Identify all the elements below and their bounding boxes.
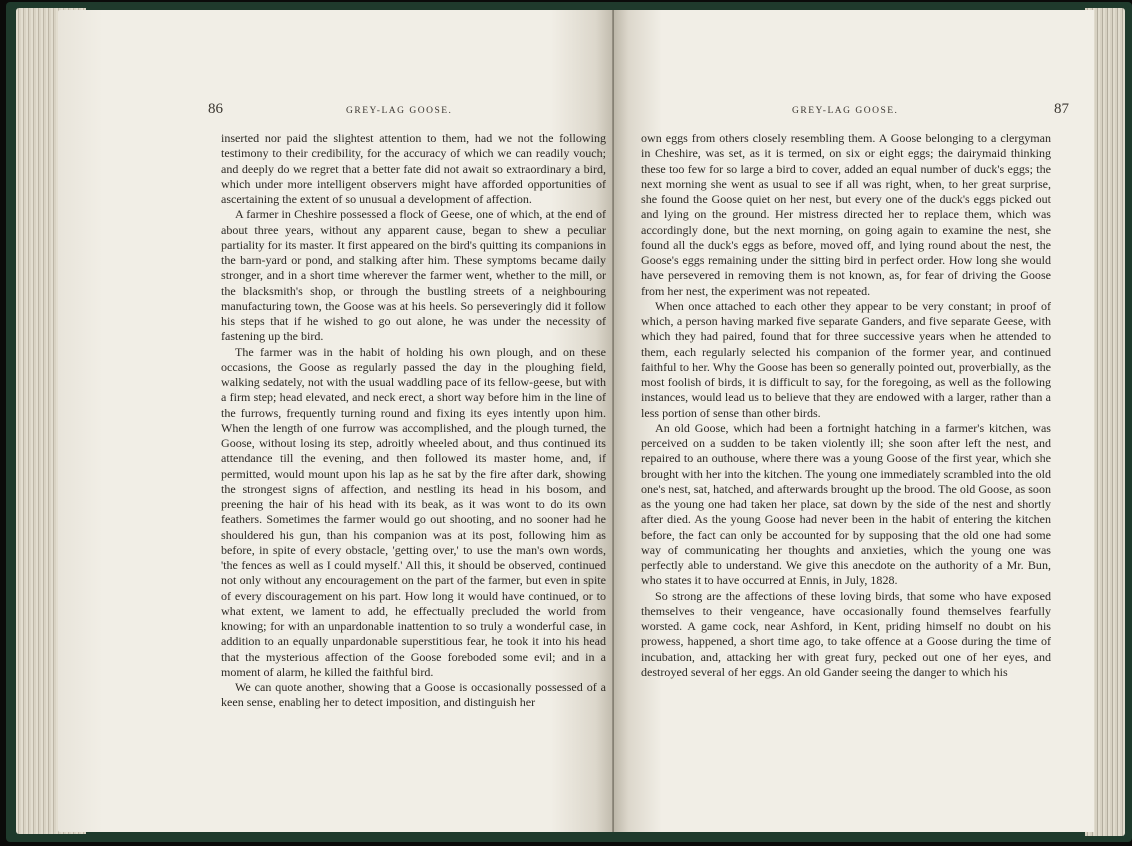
right-paragraph-3: An old Goose, which had been a fortnight hatching in a farmer's kitchen, was perceived on a sudden to be taken violently ill; she soon after left the nest, and repaired to an outhouse, where there was a young Goose of the first year, which she brought with her into the kitchen. The young one immediately scrambled into the old one's nest, sat, hatched, and afterwards brought up the brood. The old Goose, as soon as the young one had taken her place, sat down by the side of the nest and shortly after died. As the young Goose had never been in the habit of entering the kitchen before, the fact can only be accounted for by supposing that the old one had some way of communicating her thoughts and anxieties, which the young one was perfectly able to understand. We give this anecdote on the authority of a Mr. Bun, who states it to have occurred at Ennis, in July, 1828. [641,420,1051,588]
right-paragraph-2: When once attached to each other they appear to be very constant; in proof of which, a person having marked five separate Ganders, and five separate Geese, with which they had paired, found that for three successive years when he attended to them, each regularly selected his companion of the former year, and continued faithful to her. Why the Goose has been so generally pointed out, proverbially, as the most foolish of birds, it is difficult to say, for the foregoing, as well as the following instances, would lead us to believe that they are endowed with a larger, rather than a less portion of sense than other birds. [641,298,1051,420]
left-paragraph-3: The farmer was in the habit of holding his own plough, and on these occasions, the Goose as regularly passed the day in the ploughing field, walking sedately, not with the usual waddling pace of its fellow-geese, but with a firm step; head elevated, and neck erect, a short way before him in the line of the furrows, frequently turning round and fixing its eyes intently upon him. When the length of one furrow was accomplished, and the plough turned, the Goose, without losing its step, adroitly wheeled about, and thus continued its attendance till the evening, and then followed its master home, and, if permitted, would mount upon his lap as he sat by the fire after dark, showing the strongest signs of affection, and nestling its head in his bosom, and preening the hair of his head with its beak, as it was wont to do its own feathers. Sometimes the farmer would go out shooting, and no sooner had he shouldered his gun, than his companion was at its post, following him as before, in spite of every obstacle, 'getting over,' to use the man's own words, 'the fences as well as I could myself.' All this, it should be observed, continued not only without any encouragement on the part of the farmer, but even in spite of every discouragement on his part. How long it would have continued, or to what extent, we lament to add, he effectually precluded the world from knowing; for with an unpardonable inattention to so truly a wonderful case, in addition to an equally unpardonable superstitious fear, he took it into his head that the mysterious affection of the Goose foreboded some evil; and in a moment of alarm, he killed the faithful bird. [221,344,606,679]
right-page [614,10,1094,832]
left-page-number: 86 [208,101,223,117]
left-running-head: GREY-LAG GOOSE. [346,106,453,116]
left-text-block [221,131,606,711]
right-paragraph-4: So strong are the affections of these loving birds, that some who have exposed themselves to their vengeance, have occasionally found themselves fearfully worsted. A game cock, near Ashford, in Kent, priding himself no doubt on his prowess, happened, a short time ago, to take offence at a Goose during the time of incubation, and, attacking her with great fury, pecked out one of her eyes, and destroyed several of her eggs. An old Gander seeing the danger to which his [641,588,1051,679]
right-paragraph-1: own eggs from others closely resembling them. A Goose belonging to a clergyman in Cheshire, was set, as it is termed, on six or eight eggs; the dairymaid thinking these too few for so large a bird to cover, added an equal number of duck's eggs; the next morning she went as usual to see if all was right, when, to her great surprise, she found the Goose quiet on her nest, but every one of the duck's eggs picked out and lying on the ground. Her mistress directed her to replace them, which was accordingly done, but the next morning, on going again to examine the nest, she found all the duck's eggs as before, moved off, and lying round about the nest, the Goose's eggs remaining under the sitting bird in perfect order. How long she would have persevered in removing them is not known, as, for fear of driving the Goose from her nest, the experiment was not repeated. [641,131,1051,298]
right-running-head: GREY-LAG GOOSE. [792,106,899,116]
left-paragraph-1: inserted nor paid the slightest attention to them, had we not the following testimony to their credibility, for the accuracy of which we can readily vouch; and deeply do we regret that a better fate did not await so extraordinary a bird, which under more intelligent observers might have afforded opportunities of ascertaining the extent of so unusual a development of affection. [221,131,606,206]
left-paragraph-4: We can quote another, showing that a Goose is occasionally possessed of a keen sense, enabling her to detect imposition, and distinguish her [221,680,606,710]
left-paragraph-2: A farmer in Cheshire possessed a flock of Geese, one of which, at the end of about three years, without any apparent cause, began to shew a peculiar partiality for its master. It first appeared on the bird's quitting its companions in the barn-yard or pond, and stalking after him. These symptoms became daily stronger, and in a short time wherever the farmer went, whether to the mill, or the blacksmith's shop, or through the bustling streets of a neighbouring manufacturing town, the Goose was at his heels. So perseveringly did it follow his steps that if he wished to go out alone, he was under the necessity of fastening up the bird. [221,207,606,344]
right-page-number: 87 [1054,101,1069,117]
right-text-block [641,131,1051,680]
left-page [58,10,618,832]
